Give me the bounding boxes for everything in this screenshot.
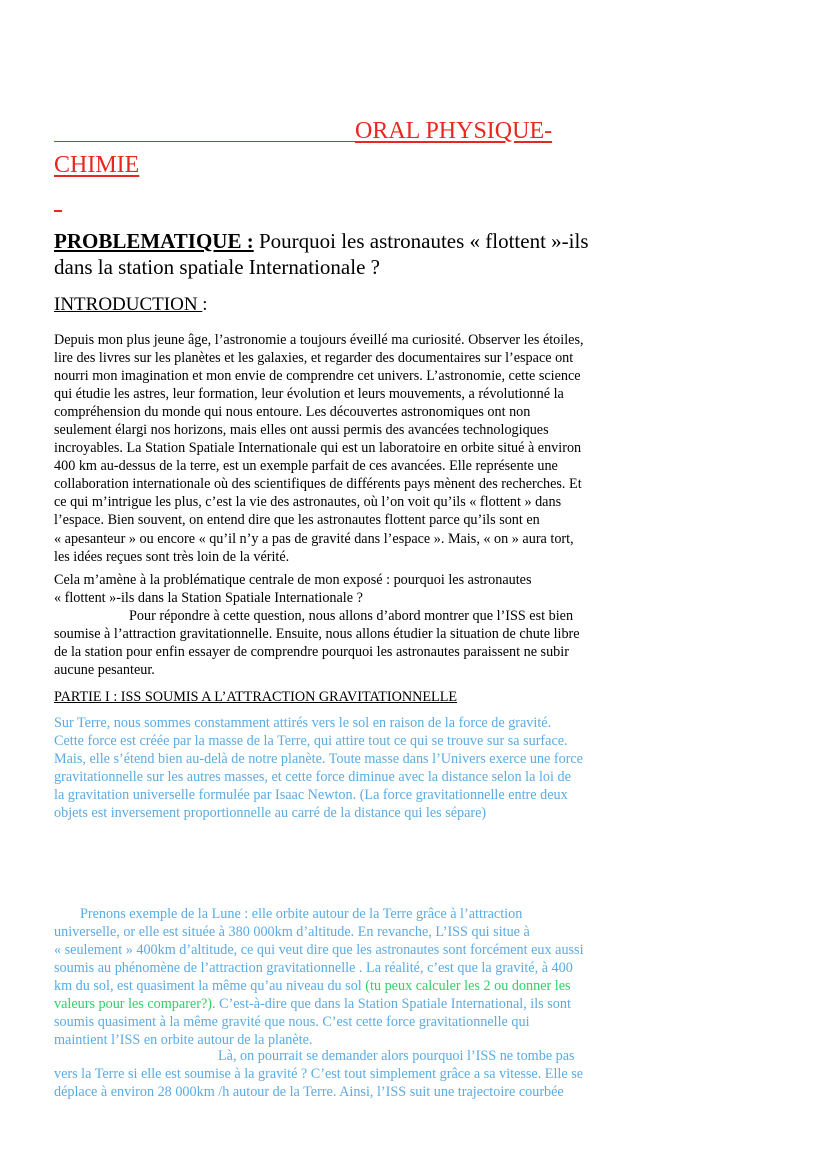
text-line: objets est inversement proportionnelle au carré de la distance qui les sépare) <box>54 805 487 822</box>
text-line: Là, on pourrait se demander alors pourquoi l’ISS ne tombe pas <box>218 1048 575 1064</box>
text-line: gravitationnelle sur les autres masses, et cette force diminue avec la distance selon la loi de <box>54 769 571 786</box>
introduction-paragraph-1 <box>54 331 640 566</box>
text-line: qui étudie les astres, leur formation, leur évolution et leurs mouvements, a révolutionné la <box>54 386 564 403</box>
text-line: 400 km au-dessus de la terre, est un exemple parfait de ces avancées. Elle représente une <box>54 458 558 475</box>
title-part-2: CHIMIE <box>54 152 140 178</box>
text-segment: . C’est-à-dire que dans la Station Spatiale International, ils sont <box>211 996 571 1013</box>
title-part-1: ORAL PHYSIQUE- <box>355 118 553 144</box>
text-line: déplace à environ 28 000km /h autour de la Terre. Ainsi, l’ISS suit une trajectoire courbée <box>54 1084 564 1101</box>
text-line: incroyables. La Station Spatiale Internationale qui est un laboratoire en orbite situé à environ <box>54 440 582 457</box>
text-line: Cela m’amène à la problématique centrale de mon exposé : pourquoi les astronautes <box>54 572 532 588</box>
introduction-colon: : <box>202 294 208 315</box>
part-1-paragraph-3 <box>54 1047 640 1101</box>
document-title <box>54 114 634 182</box>
text-line: soumis quasiment à la même gravité que nous. C’est cette force gravitationnelle qui <box>54 1014 530 1031</box>
introduction-paragraph-2 <box>54 571 640 679</box>
text-line: universelle, or elle est située à 380 000km d’altitude. En revanche, L’ISS qui situe à <box>54 924 530 941</box>
text-line: collaboration internationale où des scientifiques de différents pays mènent des recherches. Et <box>54 476 582 493</box>
text-line: « seulement » 400km d’altitude, ce qui veut dire que les astronautes sont forcément eux aussi <box>54 942 584 959</box>
problematique <box>54 228 640 280</box>
text-line: Pour répondre à cette question, nous allons d’abord montrer que l’ISS est bien <box>129 608 574 625</box>
part-1-paragraph-2 <box>54 905 640 1049</box>
text-line: seulement élargi nos horizons, mais elles ont aussi permis des avancées technologiques <box>54 422 549 439</box>
text-line: maintient l’ISS en orbite autour de la planète. <box>54 1032 313 1049</box>
problematique-line-2: dans la station spatiale Internationale ? <box>54 255 380 279</box>
text-line: lire des livres sur les planètes et les galaxies, et regarder des documentaires sur l’espace ont <box>54 350 574 367</box>
text-line: Prenons exemple de la Lune : elle orbite autour de la Terre grâce à l’attraction <box>80 906 523 922</box>
text-line: compréhension du monde qui nous entoure. Les découvertes astronomiques ont non <box>54 404 531 421</box>
text-line <box>54 977 640 995</box>
text-segment: km du sol, est quasiment la même qu’au niveau du sol <box>54 978 366 995</box>
part-1-paragraph-1 <box>54 714 640 822</box>
text-line: « apesanteur » ou encore « qu’il n’y a pas de gravité dans l’espace ». Mais, « on » aura tort, <box>54 530 574 547</box>
introduction-heading <box>54 293 208 317</box>
text-line: vers la Terre si elle est soumise à la gravité ? C’est tout simplement grâce a sa vitesse. Elle se <box>54 1066 584 1083</box>
text-line: Mais, elle s’étend bien au-delà de notre planète. Toute masse dans l’Univers exerce une force <box>54 751 583 768</box>
text-line: aucune pesanteur. <box>54 662 155 679</box>
text-line: la gravitation universelle formulée par Isaac Newton. (La force gravitationnelle entre deux <box>54 787 568 804</box>
text-line: Depuis mon plus jeune âge, l’astronomie a toujours éveillé ma curiosité. Observer les étoiles, <box>54 332 584 348</box>
text-line: Cette force est créée par la masse de la Terre, qui attire tout ce qui se trouve sur sa surface. <box>54 733 568 750</box>
introduction-title: INTRODUCTION <box>54 294 203 315</box>
text-line: nourri mon imagination et mon envie de comprendre cet univers. L’astronomie, cette science <box>54 368 581 385</box>
problematique-line-1: Pourquoi les astronautes « flottent »-ils <box>253 229 589 253</box>
text-line: les idées reçues sont très loin de la vérité. <box>54 548 290 565</box>
text-line: « flottent »-ils dans la Station Spatiale Internationale ? <box>54 590 363 607</box>
text-line: soumise à l’attraction gravitationnelle. Ensuite, nous allons étudier la situation de chute libre <box>54 626 580 643</box>
problematique-label: PROBLEMATIQUE : <box>54 229 254 253</box>
reviewer-comment: (tu peux calculer les 2 ou donner les <box>365 978 571 995</box>
title-underline-spacer <box>54 119 355 142</box>
reviewer-comment: valeurs pour les comparer?) <box>54 996 212 1013</box>
text-line: ce qui m’intrigue les plus, c’est la vie des astronautes, où l’on voit qu’ils « flottent » dans <box>54 494 562 511</box>
red-dash-mark <box>54 210 62 212</box>
text-line: de la station pour enfin essayer de comprendre pourquoi les astronautes paraissent ne subir <box>54 644 569 661</box>
part-1-heading: PARTIE I : ISS SOUMIS A L’ATTRACTION GRAVITATIONNELLE <box>54 689 458 705</box>
text-line: Sur Terre, nous sommes constamment attirés vers le sol en raison de la force de gravité. <box>54 715 552 731</box>
text-line: soumis au phénomène de l’attraction gravitationnelle . La réalité, c’est que la gravité, à 400 <box>54 960 573 977</box>
text-line: l’espace. Bien souvent, on entend dire que les astronautes flottent parce qu’ils sont en <box>54 512 540 529</box>
text-line <box>54 995 640 1013</box>
